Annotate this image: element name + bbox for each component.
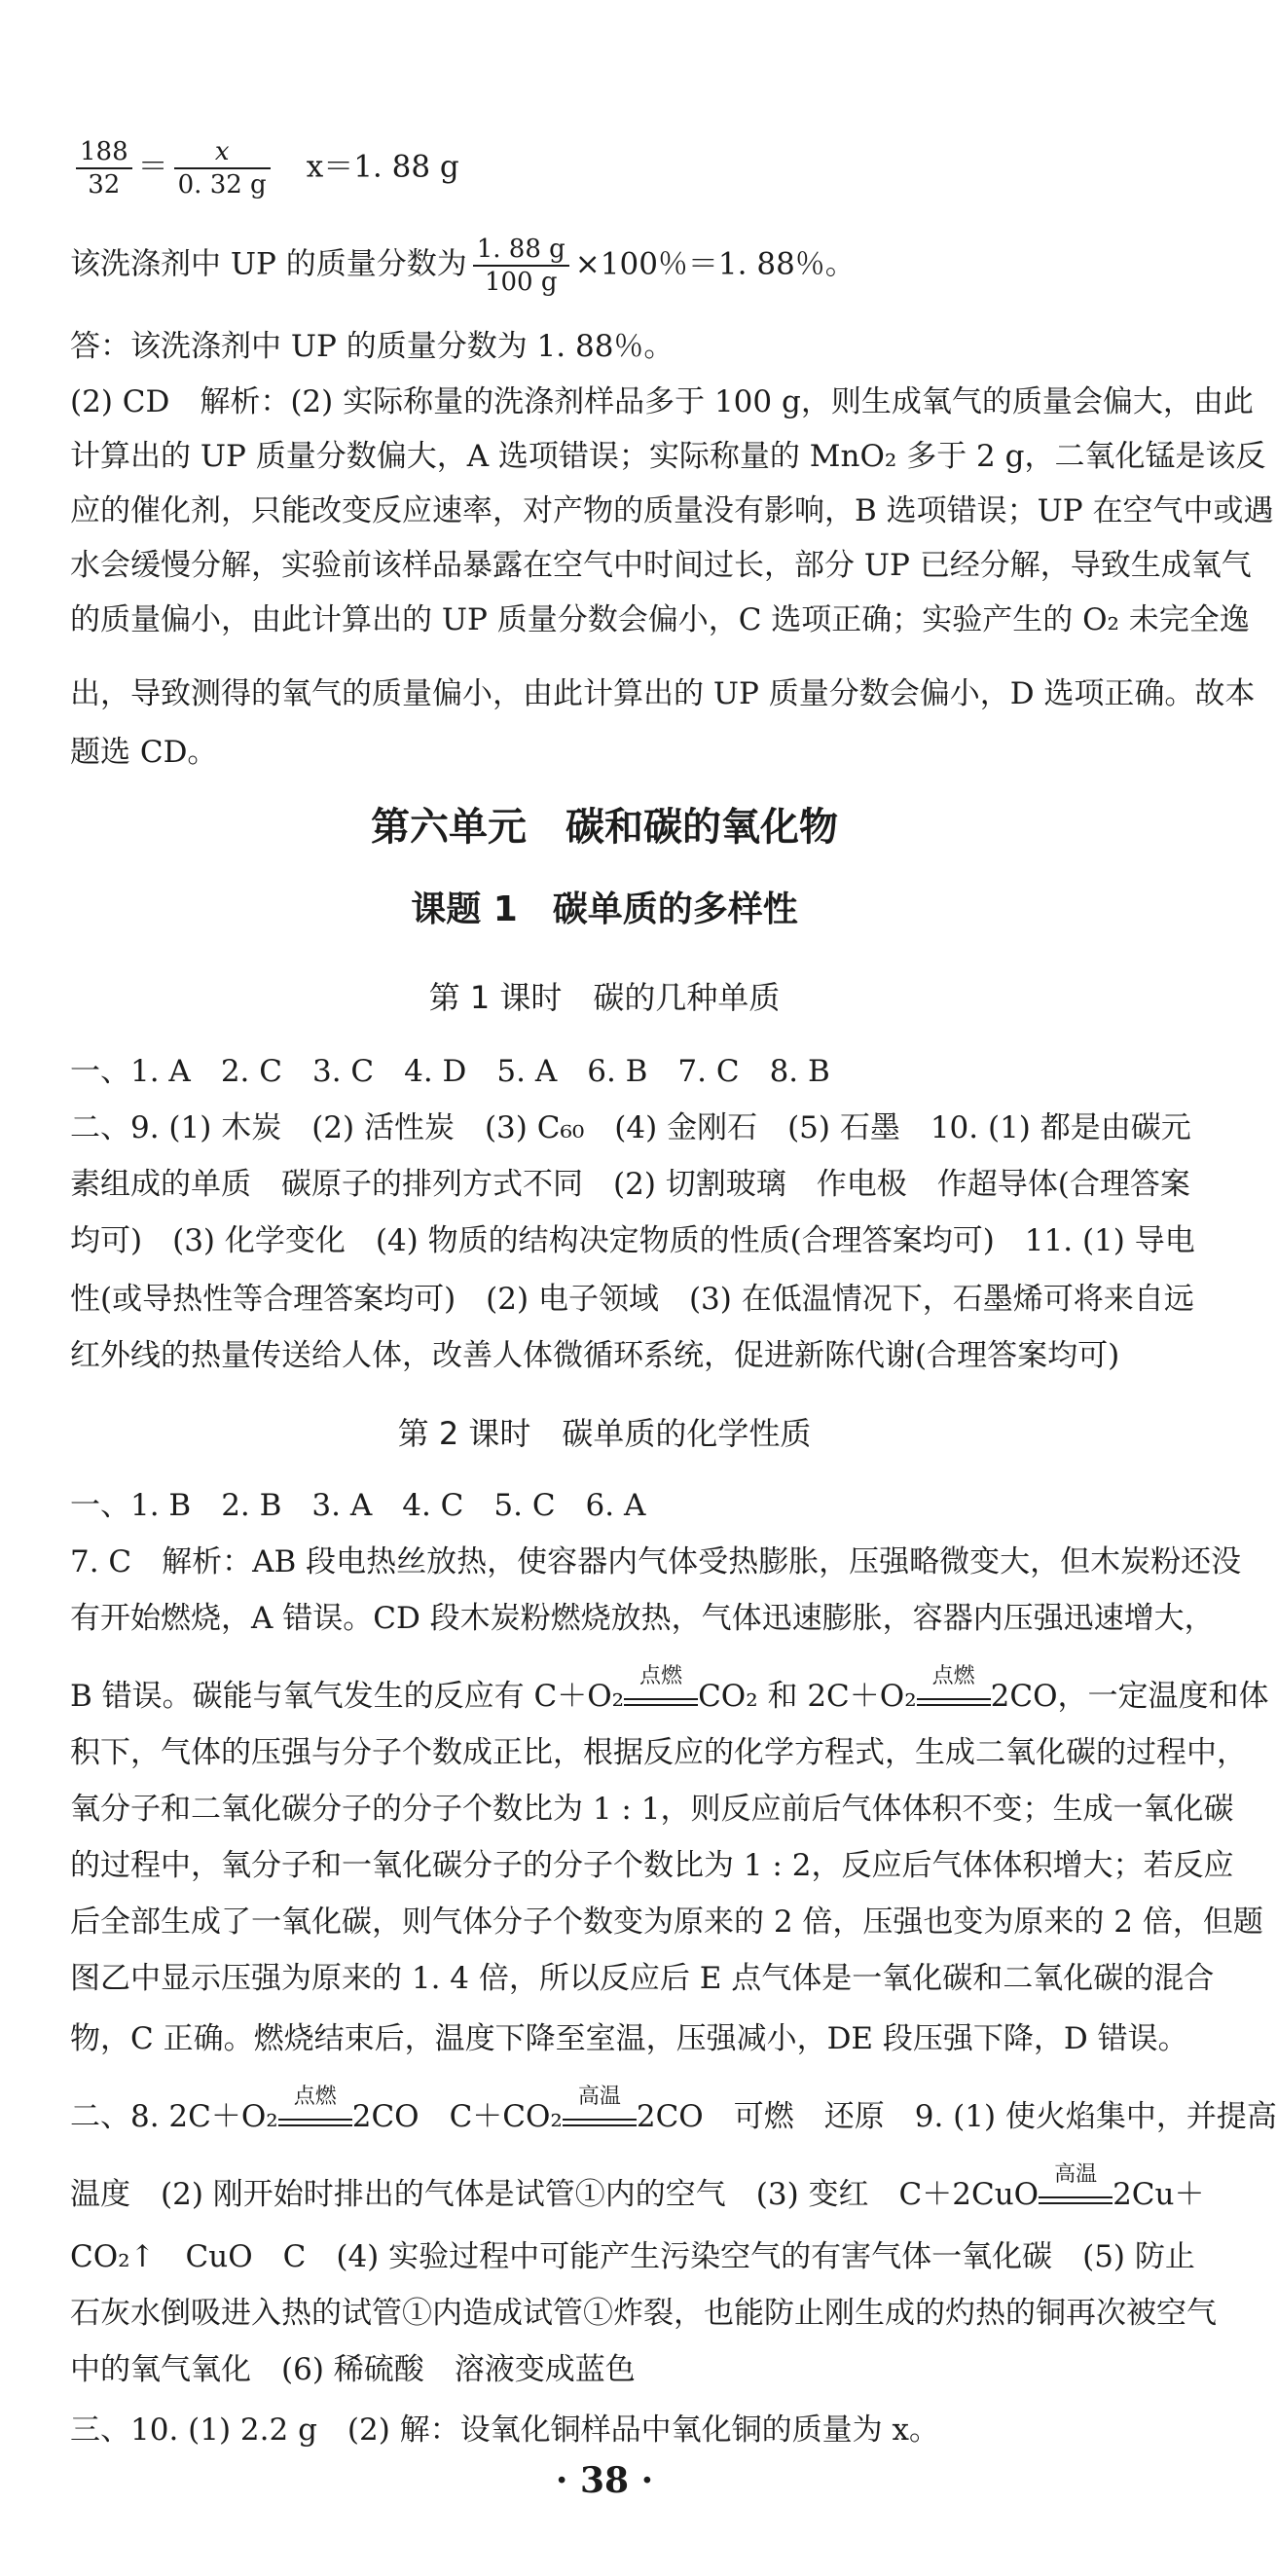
text-line: 一、1. A 2. C 3. C 4. D 5. A 6. B 7. C 8. B — [70, 1054, 830, 1089]
equation-line: $\frac{188}{32}$ ＝ $\frac{x}{0. 32 g}$ x＝1. 88 g — [70, 136, 1150, 200]
lesson-title: 课题 1 碳单质的多样性 — [411, 889, 798, 929]
text-line: 物，C 正确。燃烧结束后，温度下降至室温，压强减小，DE 段压强下降，D 错误。 — [70, 2021, 1188, 2056]
text-line: (2) CD 解析：(2) 实际称量的洗涤剂样品多于 100 g，则生成氧气的质量会偏大，由此 — [70, 384, 1254, 419]
text-line: 计算出的 UP 质量分数偏大，A 选项错误；实际称量的 MnO₂ 多于 2 g，二氧化锰是该反 — [70, 439, 1266, 474]
fraction: $\frac{x}{0. 32 g}$ — [174, 136, 271, 200]
text-line: 二、9. (1) 木炭 (2) 活性炭 (3) C₆₀ (4) 金刚石 (5) 石墨 10. (1) 都是由碳元 — [70, 1110, 1191, 1145]
equation-line: B 错误。碳能与氧气发生的反应有 C＋O₂ 点燃 CO₂ 和 2C＋O₂ 点燃 2CO，一定温度和体 — [70, 1664, 1269, 1714]
text-line: 氧分子和二氧化碳分子的分子个数比为 1 : 1，则反应前后气体体积不变；生成一氧化碳 — [70, 1792, 1234, 1827]
reaction-arrow: 高温 — [1039, 2187, 1113, 2204]
text-line: 7. C 解析：AB 段电热丝放热，使容器内气体受热膨胀，压强略微变大，但木炭粉还没 — [70, 1544, 1242, 1579]
page-number: · 38 · — [555, 2460, 654, 2501]
text-line: 红外线的热量传送给人体，改善人体微循环系统，促进新陈代谢(合理答案均可) — [70, 1338, 1120, 1373]
reaction-arrow: 点燃 — [917, 1688, 991, 1706]
text-line: 的质量偏小，由此计算出的 UP 质量分数会偏小，C 选项正确；实验产生的 O₂ 未完全逸 — [70, 602, 1250, 637]
reaction-arrow: 点燃 — [278, 2109, 352, 2126]
text-line: 出，导致测得的氧气的质量偏小，由此计算出的 UP 质量分数会偏小，D 选项正确。故本 — [70, 676, 1256, 711]
fraction: $\frac{1. 88 g}{100 g}$ — [473, 234, 569, 298]
solution-text: x＝1. 88 g — [306, 149, 459, 185]
text-line: 积下，气体的压强与分子个数成正比，根据反应的化学方程式，生成二氧化碳的过程中， — [70, 1735, 1247, 1770]
equation-line: 温度 (2) 刚开始时排出的气体是试管①内的空气 (3) 变红 C＋2CuO 高温 2Cu＋ — [70, 2162, 1205, 2212]
reaction-arrow: 点燃 — [624, 1688, 698, 1706]
text-line: 题选 CD。 — [70, 735, 218, 770]
text-line: 一、1. B 2. B 3. A 4. C 5. C 6. A — [70, 1488, 646, 1523]
text-line: 素组成的单质 碳原子的排列方式不同 (2) 切割玻璃 作电极 作超导体(合理答案 — [70, 1167, 1190, 1202]
fraction: $\frac{188}{32}$ — [76, 136, 132, 200]
text-line: 后全部生成了一氧化碳，则气体分子个数变为原来的 2 倍，压强也变为原来的 2 倍，但题 — [70, 1905, 1263, 1940]
text-line: 应的催化剂，只能改变反应速率，对产物的质量没有影响，B 选项错误；UP 在空气中或遇 — [70, 493, 1274, 528]
text-line: 石灰水倒吸进入热的试管①内造成试管①炸裂，也能防止刚生成的灼热的铜再次被空气 — [70, 2296, 1217, 2331]
text-line: 图乙中显示压强为原来的 1. 4 倍，所以反应后 E 点气体是一氧化碳和二氧化碳的混合 — [70, 1961, 1215, 1996]
text-line: 有开始燃烧，A 错误。CD 段木炭粉燃烧放热，气体迅速膨胀，容器内压强迅速增大， — [70, 1601, 1215, 1636]
answer-line: 答：该洗涤剂中 UP 的质量分数为 1. 88％。 — [70, 329, 675, 364]
text-line: CO₂↑ CuO C (4) 实验过程中可能产生污染空气的有害气体一氧化碳 (5) 防止 — [70, 2239, 1195, 2274]
reaction-arrow: 高温 — [563, 2109, 637, 2126]
text-line: 中的氧气氧化 (6) 稀硫酸 溶液变成蓝色 — [70, 2352, 636, 2387]
ratio-line: 该洗涤剂中 UP 的质量分数为 $\frac{1. 88 g}{100 g}$ ×100％＝1. 88％。 — [70, 235, 856, 297]
period-title: 第 2 课时 碳单质的化学性质 — [397, 1415, 812, 1452]
text-line: 三、10. (1) 2.2 g (2) 解：设氧化铜样品中氧化铜的质量为 x。 — [70, 2413, 940, 2448]
text-line: 性(或导热性等合理答案均可) (2) 电子领域 (3) 在低温情况下，石墨烯可将来自远 — [70, 1282, 1194, 1317]
equation-line: 二、8. 2C＋O₂ 点燃 2CO C＋CO₂ 高温 2CO 可燃 还原 9. (1) 使火焰集中，并提高 — [70, 2085, 1277, 2134]
text-line: 均可) (3) 化学变化 (4) 物质的结构决定物质的性质(合理答案均可) 11. (1) 导电 — [70, 1223, 1195, 1258]
unit-title: 第六单元 碳和碳的氧化物 — [371, 805, 838, 850]
text-line: 水会缓慢分解，实验前该样品暴露在空气中时间过长，部分 UP 已经分解，导致生成氧气 — [70, 548, 1252, 583]
text-line: 的过程中，氧分子和一氧化碳分子的分子个数比为 1 : 2，反应后气体体积增大；若反应 — [70, 1848, 1234, 1883]
period-title: 第 1 课时 碳的几种单质 — [428, 979, 781, 1016]
